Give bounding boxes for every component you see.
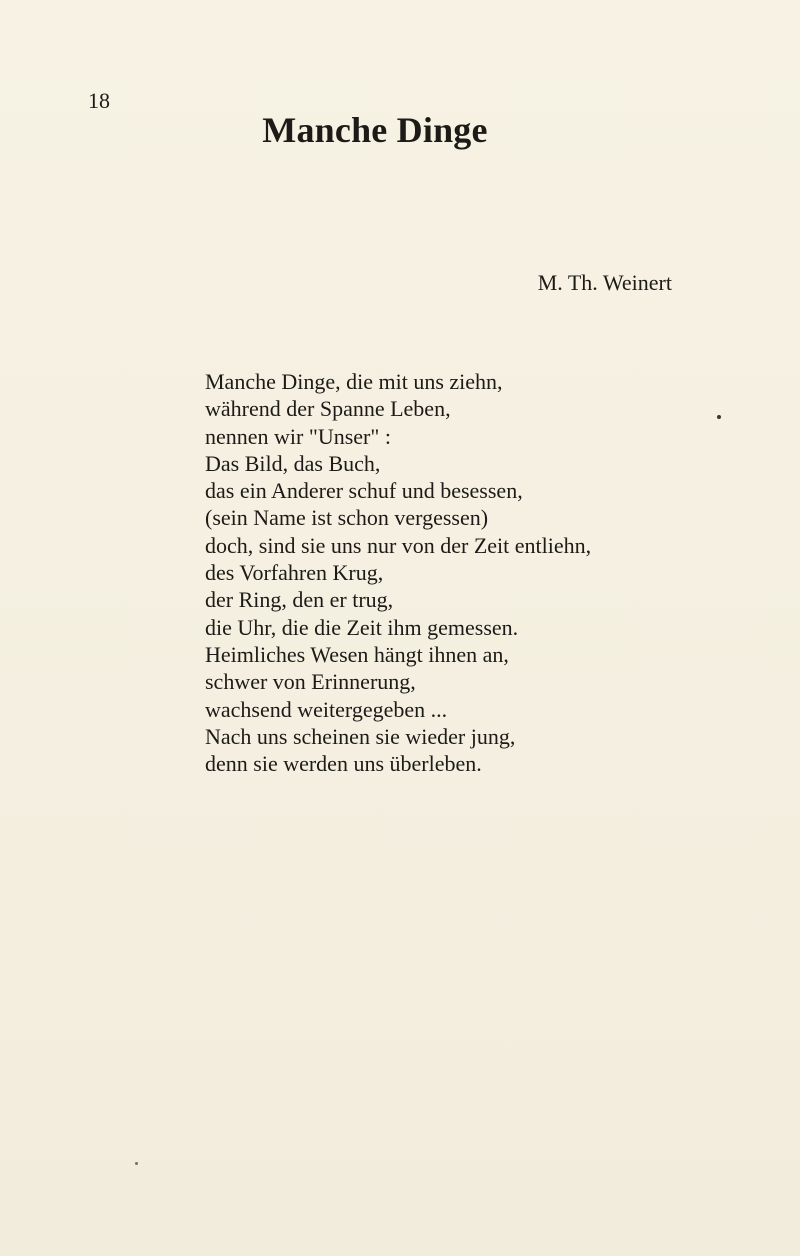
poem-title: Manche Dinge: [262, 110, 488, 150]
poem-line: Heimliches Wesen hängt ihnen an,: [205, 641, 509, 667]
poem-line: das ein Anderer schuf und besessen,: [205, 478, 523, 504]
poem-line: des Vorfahren Krug,: [205, 560, 384, 586]
poem-line: nennen wir "Unser" :: [205, 423, 391, 449]
poem-body: [205, 368, 591, 777]
poem-line: wachsend weitergegeben ...: [205, 696, 448, 722]
poem-line: doch, sind sie uns nur von der Zeit entliehn,: [205, 532, 592, 558]
paper-speck: [135, 1162, 138, 1165]
poem-author: M. Th. Weinert: [537, 270, 672, 295]
poem-line: der Ring, den er trug,: [205, 587, 394, 613]
poem-line: Nach uns scheinen sie wieder jung,: [205, 723, 516, 749]
poem-line: denn sie werden uns überleben.: [205, 751, 482, 777]
poem-line: Das Bild, das Buch,: [205, 450, 381, 476]
poem-line: während der Spanne Leben,: [205, 396, 451, 422]
poem-line: die Uhr, die die Zeit ihm gemessen.: [205, 614, 519, 640]
page-number: 18: [88, 88, 110, 113]
paper-speck: [717, 415, 721, 419]
poem-line: (sein Name ist schon vergessen): [205, 505, 489, 531]
poem-line: schwer von Erinnerung,: [205, 669, 416, 695]
poem-line: Manche Dinge, die mit uns ziehn,: [205, 369, 503, 394]
